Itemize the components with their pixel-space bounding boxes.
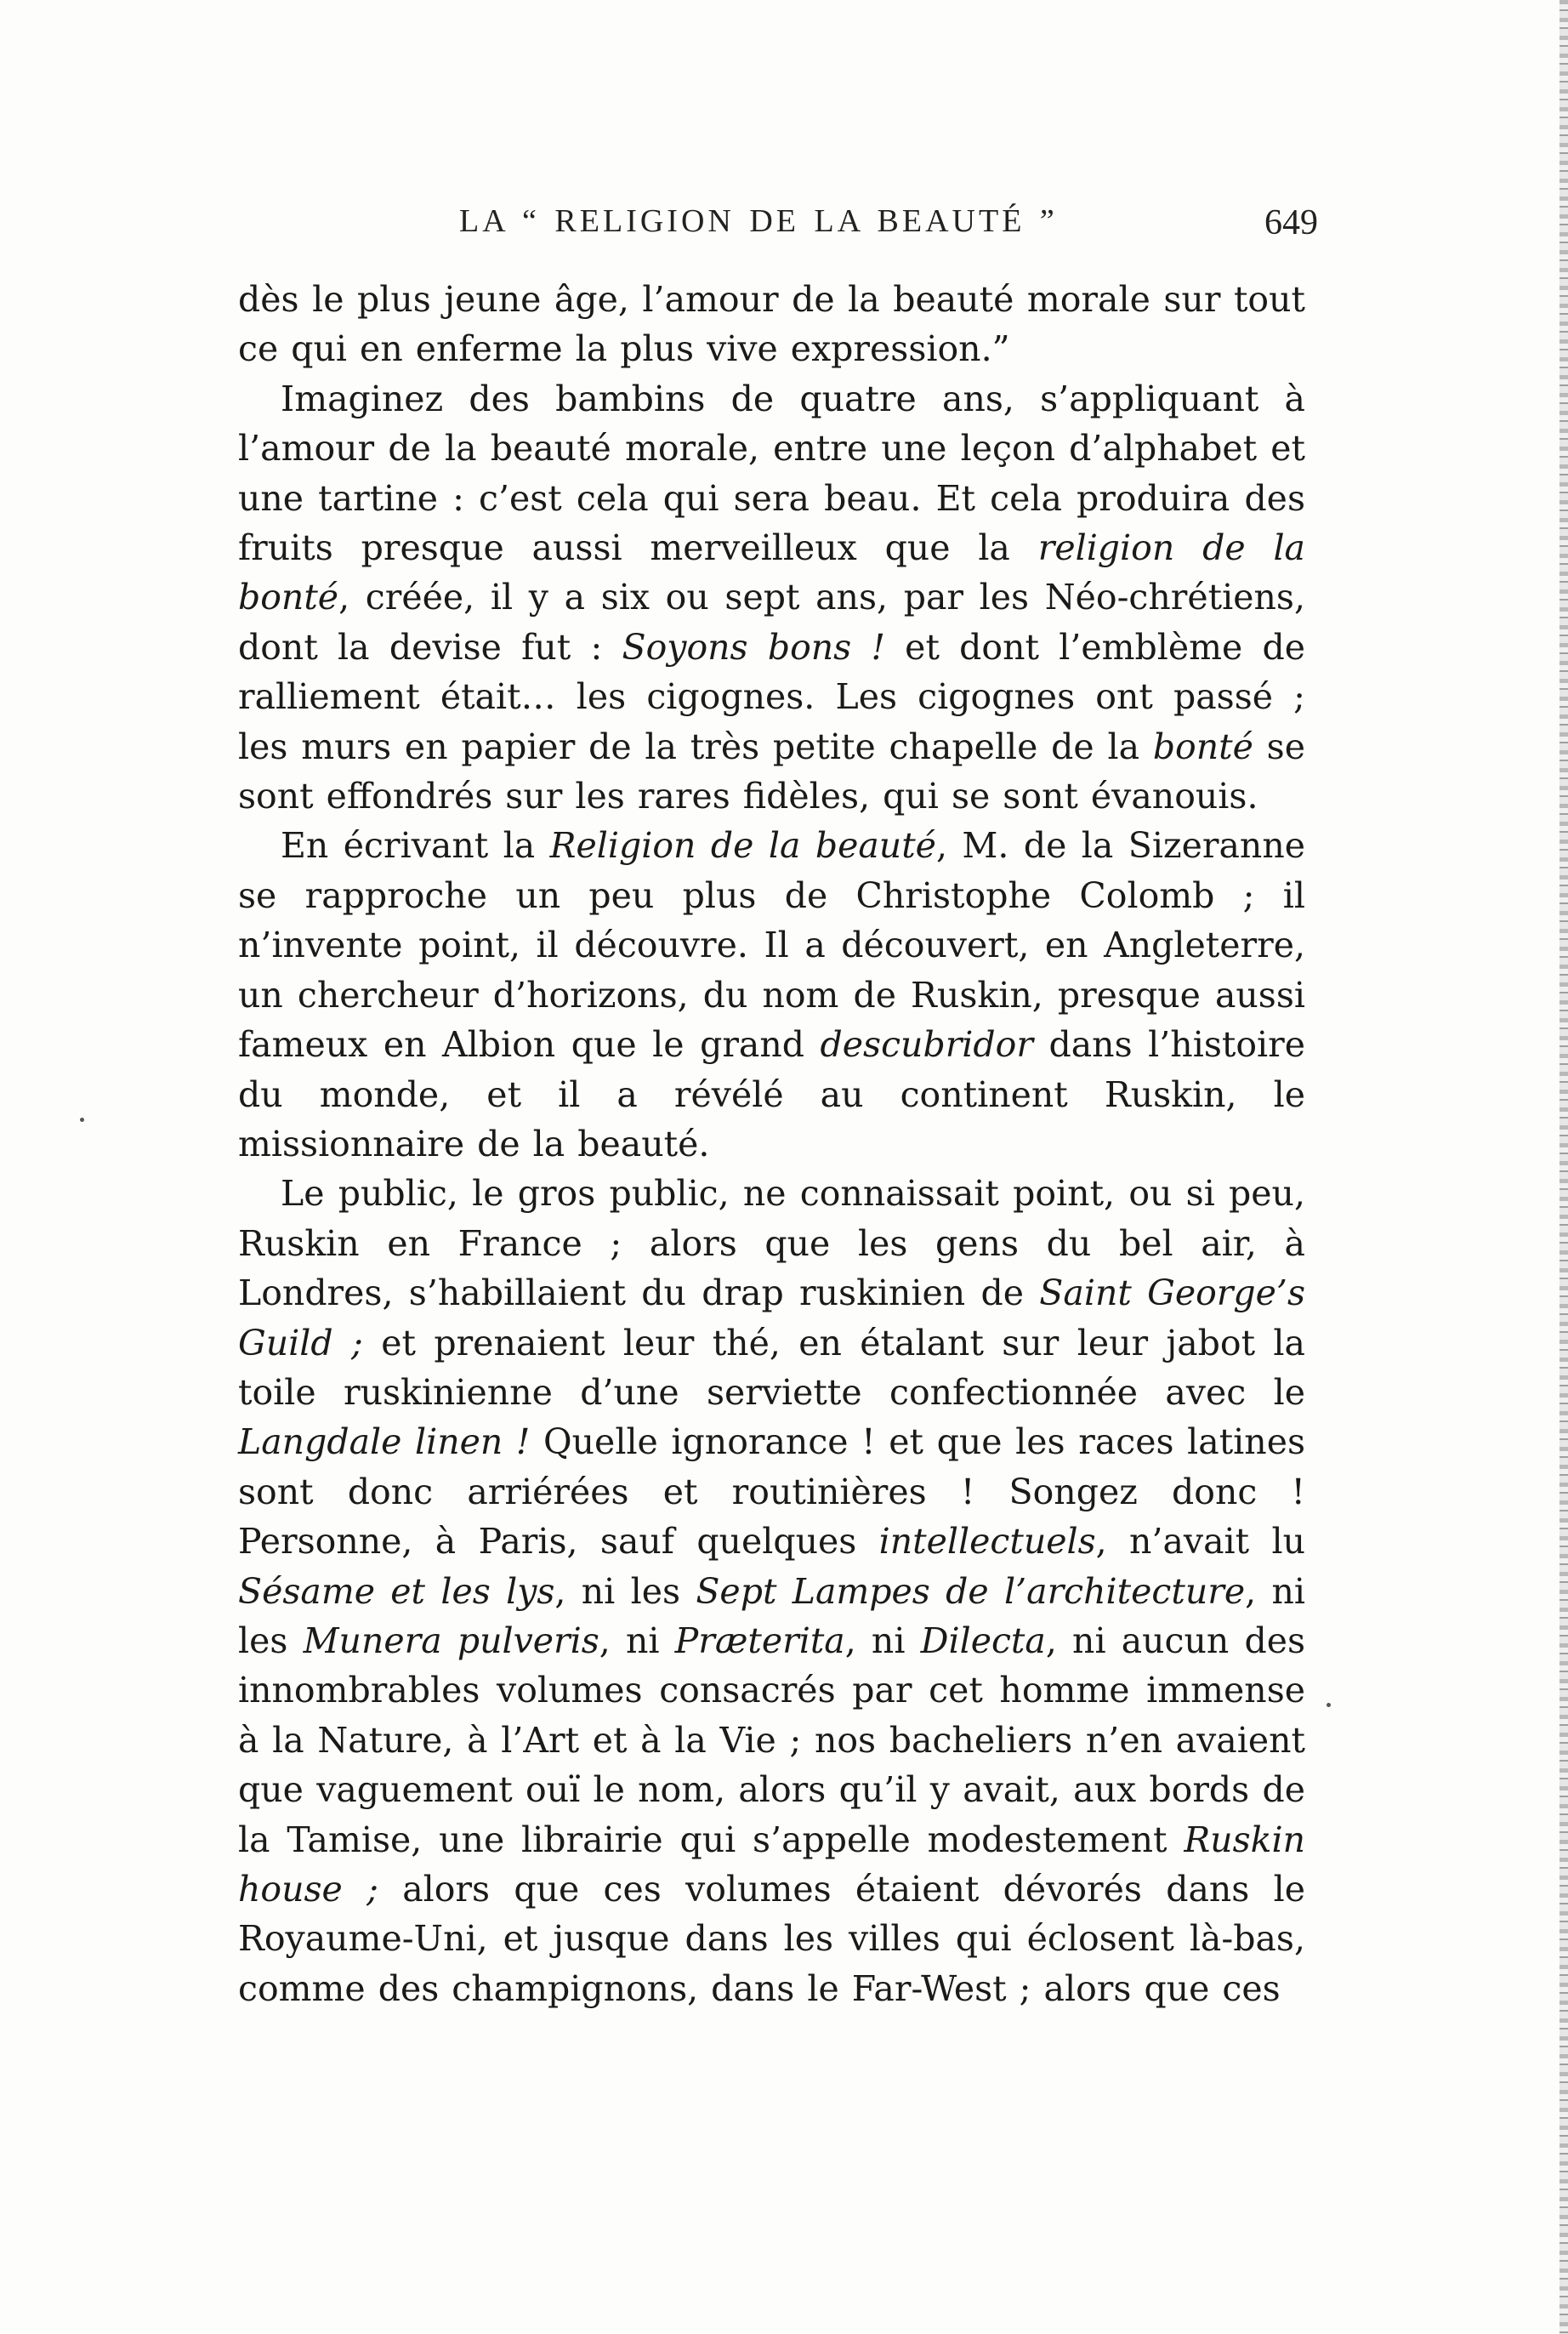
italic-phrase: Munera pulveris	[303, 1620, 599, 1661]
italic-phrase: intellectuels	[878, 1521, 1096, 1563]
italic-phrase: Ruskin house ;	[238, 1819, 1305, 1910]
text-run: Quelle ignorance ! et que les races latines sont donc arriérées et routinières ! Songez donc ! Personne, à Paris, sauf quelques	[238, 1421, 1306, 1563]
paragraph-1	[238, 275, 1305, 374]
italic-phrase: Religion de la beauté	[549, 825, 936, 867]
text-run: alors que ces volumes étaient dévorés dans le Royaume-Uni, et jusque dans les villes qui éclosent là-bas, comme des champignons, dans le Far-West ; alors que ces	[238, 1869, 1305, 2009]
italic-phrase: Sept Lampes de l’architecture	[696, 1570, 1246, 1612]
italic-phrase: Præterita	[674, 1620, 845, 1661]
text-run: , ni	[844, 1620, 921, 1661]
italic-phrase: descubridor	[820, 1024, 1033, 1066]
paragraph-2	[238, 374, 1305, 822]
text-run: , M. de la Sizeranne se rapproche un peu plus de Christophe Colomb ; il n’invente point, il découvre. Il a découvert, en Angleterre, un chercheur d’horizons, du nom de Ruskin, presque aussi fameux en Albion que le grand	[238, 825, 1305, 1066]
text-run: , n’avait lu	[1095, 1521, 1305, 1563]
text-run: , ni les	[554, 1570, 696, 1612]
text-run: , créée, il y a six ou sept ans, par les Néo-chrétiens, dont la devise fut :	[238, 577, 1305, 668]
text-run: et dont l’emblème de ralliement était… les cigognes. Les cigognes ont passé ; les murs en papier de la très petite chapelle de la	[238, 626, 1306, 767]
ink-speck	[1327, 1703, 1331, 1707]
paragraph-4	[238, 1169, 1305, 2013]
text-run: se sont effondrés sur les rares fidèles, qui se sont évanouis.	[238, 726, 1305, 817]
text-run: dès le plus jeune âge, l’amour de la beauté morale sur tout ce qui en enferme la plus vive expression.”	[238, 279, 1305, 370]
text-run: , ni	[599, 1620, 675, 1661]
text-run: Le public, le gros public, ne connaissait point, ou si peu, Ruskin en France ; alors que les gens du bel air, à Londres, s’habillaient du drap ruskinien de	[238, 1173, 1305, 1314]
italic-phrase: Dilecta	[920, 1620, 1046, 1661]
page-number: 649	[1264, 203, 1318, 242]
italic-phrase: Langdale linen !	[238, 1421, 531, 1463]
text-run: dans l’histoire du monde, et il a révélé au continent Ruskin, le missionnaire de la beauté.	[238, 1024, 1305, 1164]
italic-phrase: Saint George’s Guild ;	[238, 1272, 1305, 1363]
italic-phrase: Soyons bons !	[622, 626, 885, 668]
text-run: , ni aucun des innombrables volumes consacrés par cet homme immense à la Nature, à l’Art et à la Vie ; nos bacheliers n’en avaient que vaguement ouï le nom, alors qu’il y avait, aux bords de la Tamise, une librairie qui s’appelle modestement	[238, 1620, 1306, 1860]
page-edge	[1559, 0, 1568, 2334]
running-title: LA “ RELIGION DE LA BEAUTÉ ”	[459, 203, 1058, 239]
paragraph-3	[238, 821, 1305, 1169]
text-run: , ni les	[238, 1570, 1305, 1661]
italic-phrase: Sésame et les lys	[238, 1570, 555, 1612]
text-run: Imaginez des bambins de quatre ans, s’appliquant à l’amour de la beauté morale, entre une leçon d’alphabet et une tartine : c’est cela qui sera beau. Et cela produira des fruits presque aussi merveilleux que la	[238, 378, 1305, 569]
text-run: et prenaient leur thé, en étalant sur leur jabot la toile ruskinienne d’une serviette confectionnée avec le	[238, 1322, 1305, 1413]
text-run: En écrivant la	[281, 825, 550, 867]
body-text	[238, 275, 1305, 2013]
running-header	[238, 197, 1318, 252]
italic-phrase: bonté	[1152, 726, 1253, 767]
ink-speck	[80, 1118, 84, 1122]
italic-phrase: religion de la bonté	[238, 527, 1305, 618]
